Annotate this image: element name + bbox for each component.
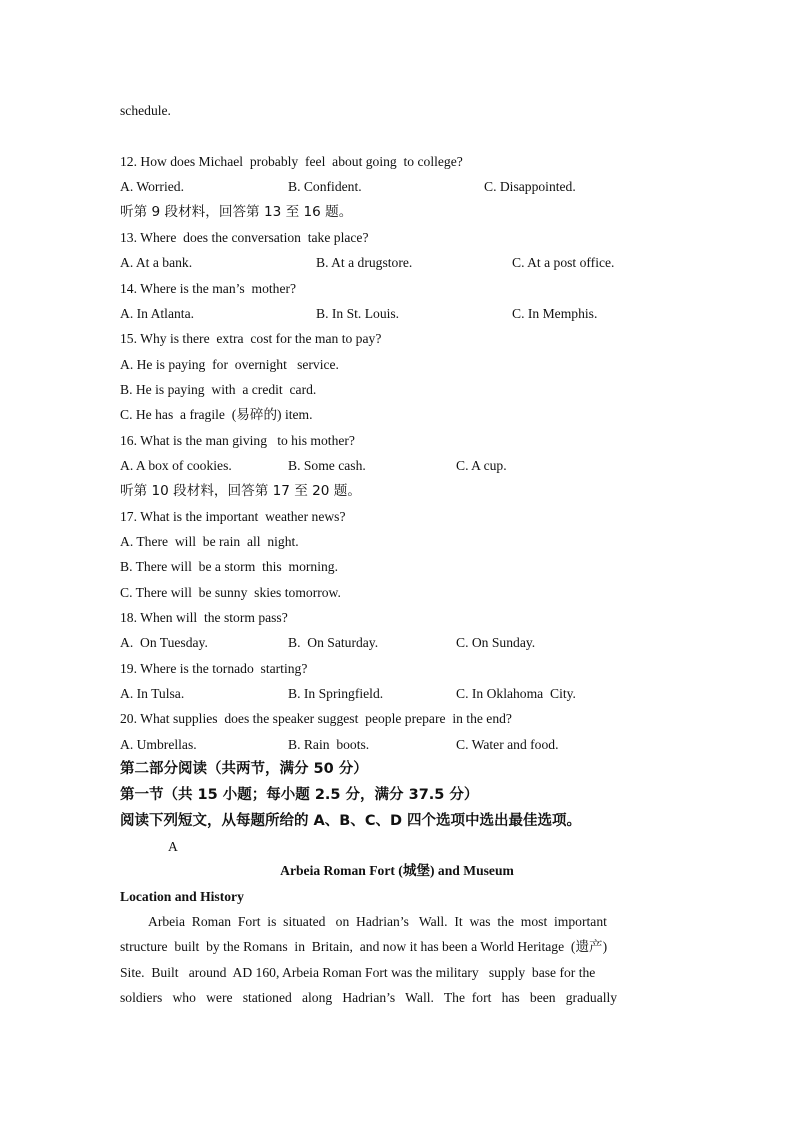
question-20: 20. What supplies does the speaker suggest people prepare in the end? [120,711,512,726]
option-16c: C. A cup. [456,458,507,473]
option-20c: C. Water and food. [456,737,559,752]
option-19b: B. In Springfield. [288,686,384,701]
question-13: 13. Where does the conversation take place? [120,230,369,245]
option-17c: C. There will be sunny skies tomorrow. [120,585,341,600]
option-15c: C. He has a fragile (易碎的) item. [120,407,313,422]
option-18c: C. On Sunday. [456,635,536,650]
section-one-heading: 第一节（共 15 小题；每小题 2.5 分，满分 37.5 分） [120,787,479,803]
option-20a: A. Umbrellas. [120,737,197,752]
paragraph-line: Site. Built around AD 160, Arbeia Roman Fort was the military supply base for the [120,965,596,980]
option-20b: B. Rain boots. [288,737,370,752]
question-15: 15. Why is there extra cost for the man to pay? [120,331,382,346]
passage-title: Arbeia Roman Fort (城堡) and Museum [280,863,514,878]
question-18: 18. When will the storm pass? [120,610,288,625]
option-16b: B. Some cash. [288,458,366,473]
question-16: 16. What is the man giving to his mother? [120,433,355,448]
question-19: 19. Where is the tornado starting? [120,661,308,676]
option-15b: B. He is paying with a credit card. [120,382,317,397]
option-16a: A. A box of cookies. [120,458,232,473]
option-17b: B. There will be a storm this morning. [120,559,338,574]
section-instruction-10: 听第 10 段材料，回答第 17 至 20 题。 [120,483,361,499]
option-19c: C. In Oklahoma City. [456,686,576,701]
option-12b: B. Confident. [288,179,362,194]
question-14: 14. Where is the man’s mother? [120,281,297,296]
reading-instruction: 阅读下列短文，从每题所给的 A、B、C、D 四个选项中选出最佳选项。 [120,813,582,829]
question-17: 17. What is the important weather news? [120,509,346,524]
option-18a: A. On Tuesday. [120,635,208,650]
option-19a: A. In Tulsa. [120,686,185,701]
part-two-heading: 第二部分阅读（共两节，满分 50 分） [120,761,368,777]
option-14a: A. In Atlanta. [120,306,194,321]
section-instruction-9: 听第 9 段材料，回答第 13 至 16 题。 [120,204,353,220]
option-14c: C. In Memphis. [512,306,598,321]
option-14b: B. In St. Louis. [316,306,400,321]
option-17a: A. There will be rain all night. [120,534,299,549]
paragraph-line: Arbeia Roman Fort is situated on Hadrian’s Wall. It was the most important [148,914,607,929]
paragraph-line: structure built by the Romans in Britain, and now it has been a World Heritage (遗产) [120,939,608,954]
option-15a: A. He is paying for overnight service. [120,357,339,372]
text-line: schedule. [120,103,171,118]
question-12: 12. How does Michael probably feel about going to college? [120,154,463,169]
paragraph-line: soldiers who were stationed along Hadrian’s Wall. The fort has been gradually [120,990,618,1005]
option-18b: B. On Saturday. [288,635,379,650]
passage-label: A [168,839,178,854]
option-13c: C. At a post office. [512,255,615,270]
option-13a: A. At a bank. [120,255,193,270]
option-12c: C. Disappointed. [484,179,576,194]
option-12a: A. Worried. [120,179,184,194]
option-13b: B. At a drugstore. [316,255,413,270]
subheading: Location and History [120,889,244,904]
